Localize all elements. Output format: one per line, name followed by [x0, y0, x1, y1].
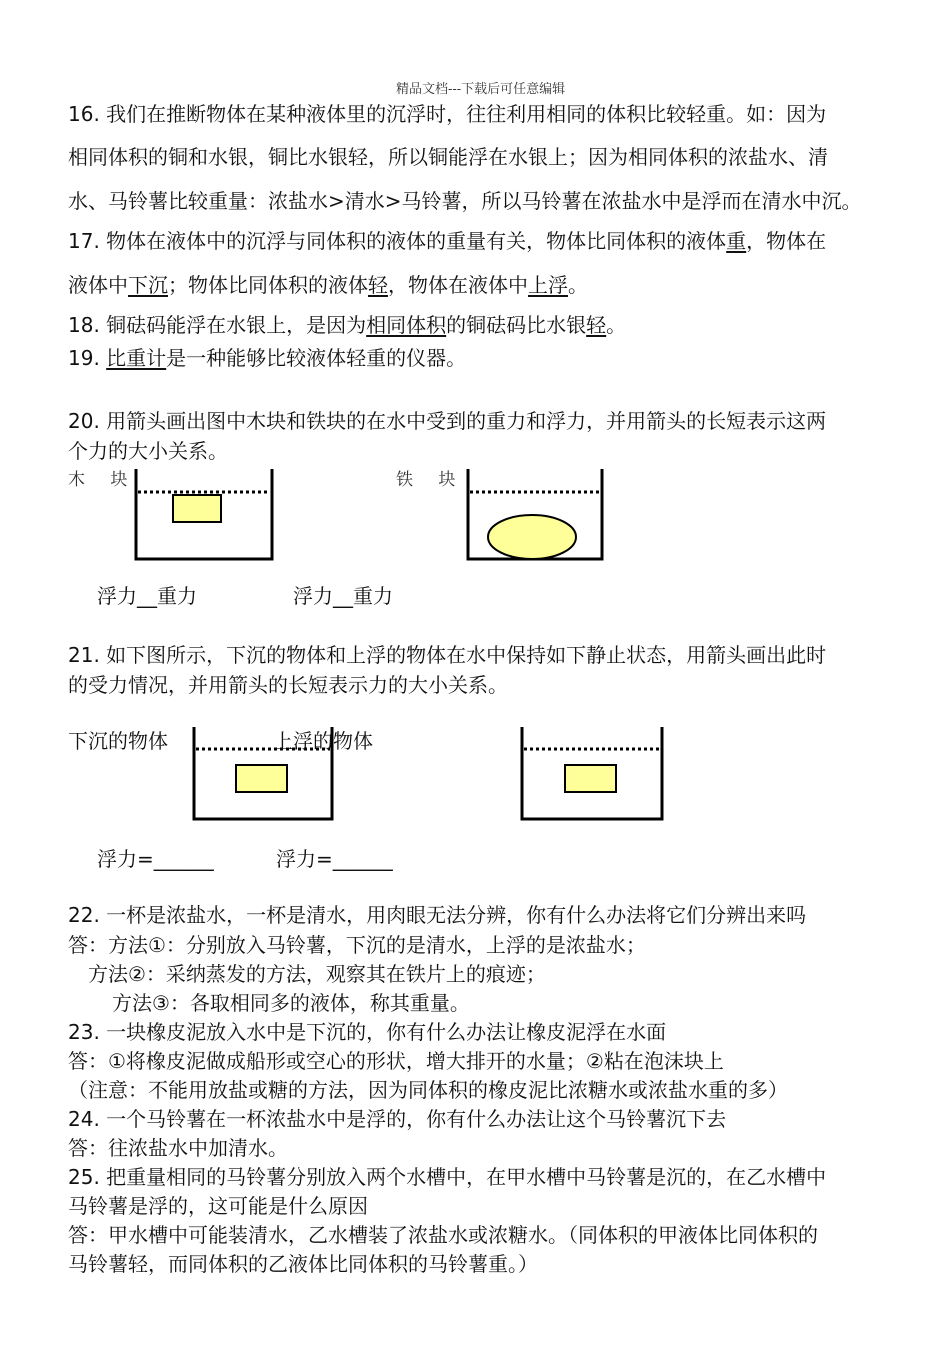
q17-blank-float: 上浮 — [528, 273, 568, 297]
q17-blank-light: 轻 — [368, 273, 388, 297]
q22-answer-2: 方法②：采纳蒸发的方法，观察其在铁片上的痕迹； — [88, 962, 546, 986]
q18-text: 的铜砝码比水银 — [446, 313, 587, 337]
q23-note: （注意：不能用放盐或糖的方法，因为同体积的橡皮泥比浓糖水或浓盐水重的多） — [68, 1078, 788, 1102]
q17-text: ，物体在 — [746, 229, 827, 253]
container-wood-diagram — [130, 465, 280, 565]
q24-question: 24. 一个马铃薯在一杯浓盐水中是浮的，你有什么办法让这个马铃薯沉下去 — [68, 1107, 727, 1131]
q17-text: 17. 物体在液体中的沉浮与同体积的液体的重量有关，物体比同体积的液体 — [68, 229, 727, 253]
label-wood-block: 木 块 — [68, 470, 138, 490]
q18-blank-volume: 相同体积 — [366, 313, 447, 337]
q17-blank-heavy: 重 — [726, 229, 747, 253]
q17-text: ；物体比同体积的液体 — [168, 273, 368, 297]
q22-answer-1: 答：方法①：分别放入马铃薯，下沉的是清水，上浮的是浓盐水； — [68, 933, 646, 957]
floating-object — [565, 765, 616, 792]
container-floating-diagram — [516, 723, 671, 823]
q17-text: 。 — [568, 273, 588, 297]
q19-text: 19. — [68, 346, 107, 370]
q17-text: ，物体在液体中 — [388, 273, 528, 297]
q16-line2: 相同体积的铜和水银，铜比水银轻，所以铜能浮在水银上；因为相同体积的浓盐水、清 — [68, 145, 828, 169]
q17-line2 — [68, 273, 588, 297]
q21-line1: 21. 如下图所示，下沉的物体和上浮的物体在水中保持如下静止状态，用箭头画出此时 — [68, 643, 827, 667]
sinking-object — [236, 765, 287, 792]
q23-question: 23. 一块橡皮泥放入水中是下沉的，你有什么办法让橡皮泥浮在水面 — [68, 1020, 667, 1044]
q24-answer: 答：往浓盐水中加清水。 — [68, 1136, 288, 1160]
q19-text: 是一种能够比较液体轻重的仪器。 — [166, 346, 467, 370]
q17-line1 — [68, 229, 826, 253]
q16-line1: 16. 我们在推断物体在某种液体里的沉浮时，往往利用相同的体积比较轻重。如：因为 — [68, 102, 827, 126]
q21-blank-float: 浮力=______ — [276, 847, 393, 871]
q20-blank-iron: 浮力__重力 — [293, 584, 393, 608]
q20-blank-wood: 浮力__重力 — [97, 584, 197, 608]
q19-blank-hydrometer: 比重计 — [106, 346, 167, 370]
container-iron-diagram — [462, 465, 612, 565]
q18-text: 。 — [606, 313, 627, 337]
q16-line3: 水、马铃薯比较重量：浓盐水>清水>马铃薯，所以马铃薯在浓盐水中是浮而在清水中沉。 — [68, 189, 862, 213]
q25-question-line2: 马铃薯是浮的，这可能是什么原因 — [68, 1194, 368, 1218]
label-iron-block: 铁 块 — [396, 470, 466, 490]
wood-block — [173, 495, 221, 522]
q23-answer: 答：①将橡皮泥做成船形或空心的形状，增大排开的水量；②粘在泡沫块上 — [68, 1049, 724, 1073]
q20-line2: 个力的大小关系。 — [68, 439, 228, 463]
q25-question-line1: 25. 把重量相同的马铃薯分别放入两个水槽中，在甲水槽中马铃薯是沉的，在乙水槽中 — [68, 1165, 827, 1189]
q18-line — [68, 313, 626, 337]
q22-answer-3: 方法③：各取相同多的液体，称其重量。 — [112, 991, 470, 1015]
label-floating-object: 上浮的物体 — [273, 729, 373, 753]
q21-line2: 的受力情况，并用箭头的长短表示力的大小关系。 — [68, 673, 508, 697]
q22-question: 22. 一杯是浓盐水，一杯是清水，用肉眼无法分辨，你有什么办法将它们分辨出来吗 — [68, 903, 807, 927]
iron-block — [488, 515, 576, 559]
q25-answer-line1: 答：甲水槽中可能装清水，乙水槽装了浓盐水或浓糖水。（同体积的甲液体比同体积的 — [68, 1223, 818, 1247]
q18-text: 18. 铜砝码能浮在水银上，是因为 — [68, 313, 367, 337]
q18-blank-light: 轻 — [586, 313, 607, 337]
q19-line — [68, 346, 466, 370]
q17-blank-sink: 下沉 — [128, 273, 168, 297]
q17-text: 液体中 — [68, 273, 128, 297]
q21-blank-sink: 浮力=______ — [97, 847, 214, 871]
q25-answer-line2: 马铃薯轻，而同体积的乙液体比同体积的马铃薯重。） — [68, 1252, 538, 1276]
q20-line1: 20. 用箭头画出图中木块和铁块的在水中受到的重力和浮力，并用箭头的长短表示这两 — [68, 409, 827, 433]
label-sinking-object: 下沉的物体 — [68, 729, 168, 753]
page-header: 精品文档---下载后可任意编辑 — [396, 82, 566, 97]
